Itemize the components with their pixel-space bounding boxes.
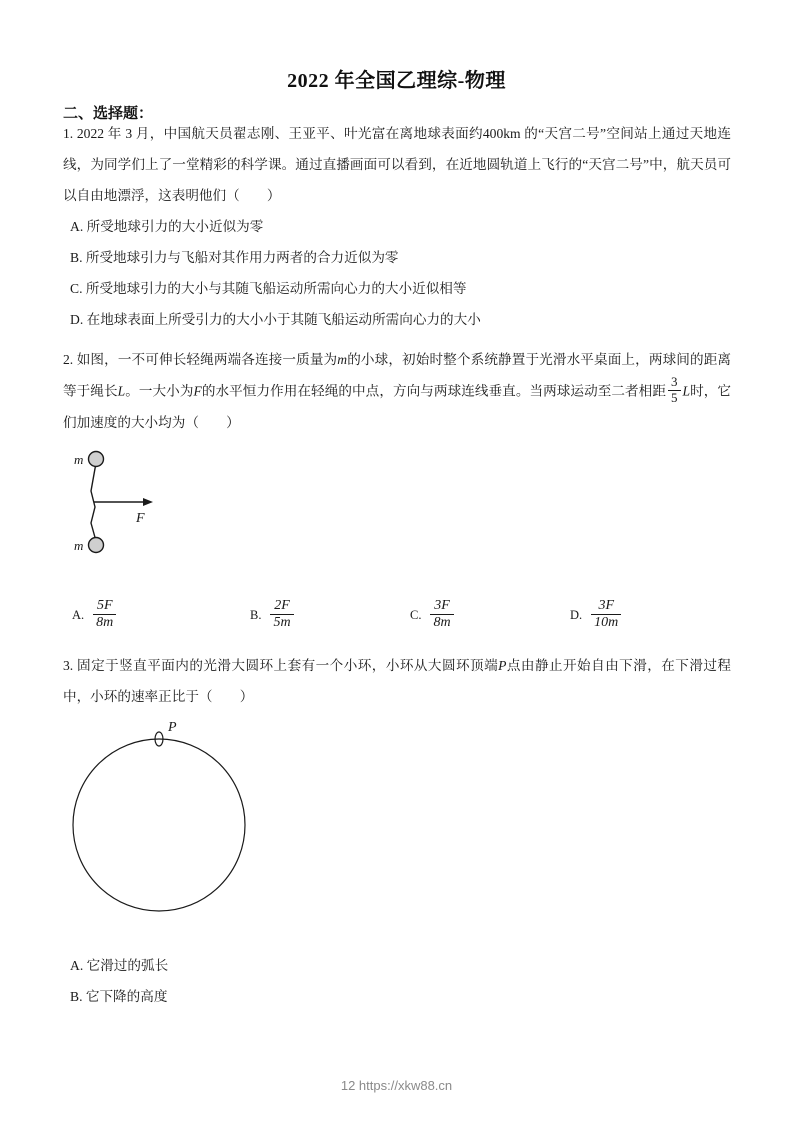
- section-heading: 二、选择题：: [63, 106, 154, 122]
- question-3-stem-text-1: 3. 固定于竖直平面内的光滑大圆环上套有一个小环，小环从大圆环顶端: [63, 658, 499, 673]
- ball-bottom-label: m: [74, 538, 84, 553]
- question-3-figure: [58, 712, 273, 927]
- choice-c-fraction: [430, 598, 453, 630]
- fraction-denominator: 5: [671, 389, 678, 405]
- question-2-choice-d: [570, 598, 623, 630]
- choice-a-label: A.: [72, 607, 85, 622]
- question-2-choice-a: [72, 598, 118, 630]
- choice-d-numerator: 3F: [591, 598, 621, 615]
- choice-a-denominator: 8m: [96, 614, 114, 630]
- question-2-fraction-three-fifths: [668, 375, 681, 405]
- choice-c-label: C.: [410, 607, 422, 622]
- choice-d-fraction: [591, 598, 621, 630]
- question-3-stem: [63, 650, 731, 712]
- question-1-option-a: A. 所受地球引力的大小近似为零: [70, 219, 264, 234]
- question-2-stem-text-1: 2. 如图，一不可伸长轻绳两端各连接一质量为: [63, 352, 338, 367]
- question-2-choice-b: [250, 598, 296, 630]
- question-3-option-a: A. 它滑过的弧长: [70, 958, 169, 973]
- vertical-circle-ring-diagram: [58, 712, 273, 927]
- choice-b-denominator: 5m: [273, 614, 291, 630]
- question-2-stem: [63, 344, 731, 438]
- question-2-choices: [63, 598, 731, 644]
- question-1-option-c: C. 所受地球引力的大小与其随飞船运动所需向心力的大小近似相等: [70, 281, 467, 296]
- ball-top-label: m: [74, 452, 84, 467]
- force-label: F: [136, 511, 145, 526]
- ball-top: [89, 452, 104, 467]
- question-2-stem-text-2: 的小球，初始时整个系统静置于光滑水平桌面上，两球间的距离等于绳长: [63, 352, 732, 399]
- choice-b-numerator: 2F: [270, 598, 293, 615]
- choice-a-fraction: [93, 598, 116, 630]
- choice-c-denominator: 8m: [433, 614, 451, 630]
- question-2-var-m: m: [337, 352, 348, 367]
- question-1-option-d: D. 在地球表面上所受引力的大小小于其随飞船运动所需向心力的大小: [70, 312, 481, 327]
- point-p-label: P: [168, 720, 177, 735]
- page-footer: 12 https://xkw88.cn: [340, 1078, 453, 1093]
- choice-d-denominator: 10m: [594, 614, 619, 630]
- choice-b-label: B.: [250, 607, 262, 622]
- question-2-var-l: L: [117, 383, 126, 399]
- question-2-stem-text-3: 。一大小为: [125, 383, 194, 399]
- question-3-stem-text-2: 点由静止开始自由下滑，在下滑过程中，小环的速率正比于（ ）: [63, 658, 732, 704]
- question-1-stem: 1. 2022 年 3 月，中国航天员翟志刚、王亚平、叶光富在离地球表面约400km 的“天宫二号”空间站上通过天地连线，为同学们上了一堂精彩的科学课。通过直播画面可以看到，在近地圆轨道上飞行的“天宫二号”中，航天员可以自由地漂浮，这表明他们（ ）: [63, 126, 731, 203]
- choice-b-fraction: [270, 598, 293, 630]
- choice-d-label: D.: [570, 607, 583, 622]
- question-2-choice-c: [410, 598, 456, 630]
- question-1-option-b: B. 所受地球引力与飞船对其作用力两者的合力近似为零: [70, 250, 399, 265]
- choice-a-numerator: 5F: [93, 598, 116, 615]
- question-3-var-p: P: [498, 658, 507, 673]
- choice-c-numerator: 3F: [430, 598, 453, 615]
- question-2-stem-text-5: 时，它们加速度的大小均为（ ）: [63, 383, 732, 430]
- rope-balls-force-diagram: [58, 445, 208, 560]
- ball-bottom: [89, 538, 104, 553]
- large-circle: [73, 739, 245, 911]
- fraction-numerator: 3: [668, 375, 681, 391]
- page-title: 2022 年全国乙理综-物理: [287, 70, 506, 92]
- question-2-var-l2: L: [682, 383, 691, 399]
- question-2-figure: [58, 445, 208, 560]
- question-2-stem-text-4: 的水平恒力作用在轻绳的中点，方向与两球连线垂直。当两球运动至二者相距: [201, 383, 666, 399]
- question-2-var-f: F: [193, 383, 202, 399]
- question-3-option-b: B. 它下降的高度: [70, 989, 168, 1004]
- force-arrow-head: [143, 498, 153, 506]
